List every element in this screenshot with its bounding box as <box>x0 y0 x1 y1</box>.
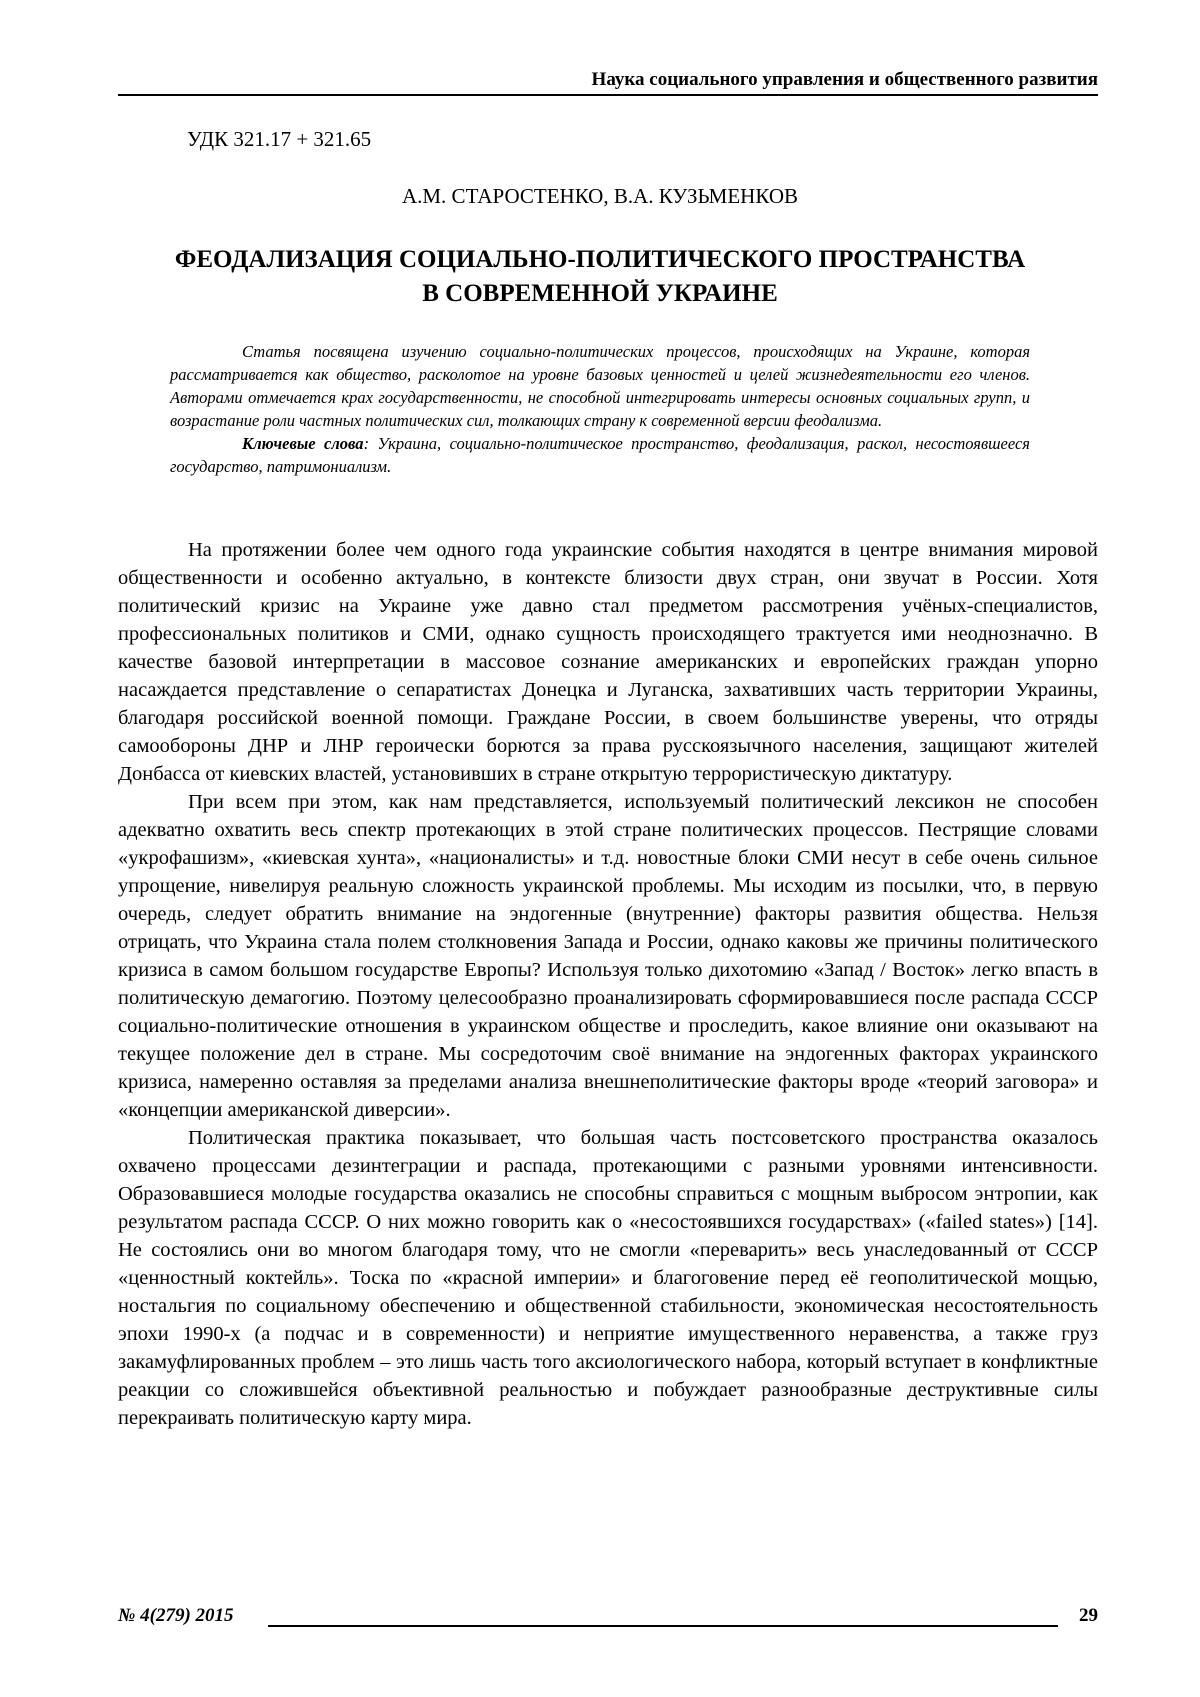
issue-number: № 4(279) 2015 <box>118 1603 234 1629</box>
article-title-line-2: В СОВРЕМЕННОЙ УКРАИНЕ <box>100 277 1100 311</box>
keywords-separator: : <box>364 434 370 453</box>
article-title <box>100 243 1100 311</box>
keywords-list: Украина, социально-политическое пространство, феодализация, раскол, несостоявшееся государство, патримониализм. <box>170 434 1030 476</box>
document-page <box>0 0 1200 1697</box>
page-number: 29 <box>1079 1603 1098 1629</box>
keywords <box>170 432 1030 478</box>
article-title-line-1: ФЕОДАЛИЗАЦИЯ СОЦИАЛЬНО-ПОЛИТИЧЕСКОГО ПРОСТРАНСТВА <box>100 243 1100 277</box>
udk-code: УДК 321.17 + 321.65 <box>187 126 371 152</box>
keywords-label: Ключевые слова <box>242 434 364 453</box>
body-paragraph: На протяжении более чем одного года украинские события находятся в центре внимания мировой общественности и особенно актуально, в контексте близости двух стран, они звучат в России. Хотя политический кризис на Украине уже давно стал предметом рассмотрения учёных-специалистов, профессиональных политиков и СМИ, однако сущность происходящего трактуется ими неоднозначно. В качестве базовой интерпретации в массовое сознание американских и европейских граждан упорно насаждается представление о сепаратистах Донецка и Луганска, захвативших часть территории Украины, благодаря российской военной помощи. Граждане России, в своем большинстве уверены, что отряды самообороны ДНР и ЛНР героически борются за права русскоязычного населения, защищают жителей Донбасса от киевских властей, установивших в стране открытую террористическую диктатуру. <box>118 536 1098 788</box>
body-paragraph: При всем при этом, как нам представляется, используемый политический лексикон не способен адекватно охватить весь спектр протекающих в этой стране политических процессов. Пестрящие словами «укрофашизм», «киевская хунта», «националисты» и т.д. новостные блоки СМИ несут в себе очень сильное упрощение, нивелируя реальную сложность украинской проблемы. Мы исходим из посылки, что, в первую очередь, следует обратить внимание на эндогенные (внутренние) факторы развития общества. Нельзя отрицать, что Украина стала полем столкновения Запада и России, однако каковы же причины политического кризиса в самом большом государстве Европы? Используя только дихотомию «Запад / Восток» легко впасть в политическую демагогию. Поэтому целесообразно проанализировать сформировавшиеся после распада СССР социально-политические отношения в украинском обществе и проследить, какое влияние они оказывают на текущее положение дел в стране. Мы сосредоточим своё внимание на эндогенных факторах украинского кризиса, намеренно оставляя за пределами анализа внешнеполитические факторы вроде «теорий заговора» и «концепции американской диверсии». <box>118 788 1098 1124</box>
abstract-text: Статья посвящена изучению социально-политических процессов, происходящих на Украине, которая рассматривается как общество, расколотое на уровне базовых ценностей и целей жизнедеятельности его членов. Авторами отмечается крах государственности, не способной интегрировать интересы основных социальных групп, и возрастание роли частных политических сил, толкающих страну к современной версии феодализма. <box>170 340 1030 432</box>
article-body <box>118 536 1098 1432</box>
page-footer <box>118 1603 1098 1631</box>
abstract <box>170 340 1030 478</box>
authors: А.М. СТАРОСТЕНКО, В.А. КУЗЬМЕНКОВ <box>0 183 1200 209</box>
body-paragraph: Политическая практика показывает, что большая часть постсоветского пространства оказалось охвачено процессами дезинтеграции и распада, протекающими с разными уровнями интенсивности. Образовавшиеся молодые государства оказались не способны справиться с мощным выбросом энтропии, как результатом распада СССР. О них можно говорить как о «несостоявшихся государствах» («failed states») [14]. Не состоялись они во многом благодаря тому, что не смогли «переварить» весь унаследованный от СССР «ценностный коктейль». Тоска по «красной империи» и благоговение перед её геополитической мощью, ностальгия по социальному обеспечению и общественной стабильности, экономическая несостоятельность эпохи 1990-х (а подчас и в современности) и неприятие имущественного неравенства, а также груз закамуфлированных проблем – это лишь часть того аксиологического набора, который вступает в конфликтные реакции со сложившейся объективной реальностью и побуждает разнообразные деструктивные силы перекраивать политическую карту мира. <box>118 1124 1098 1432</box>
footer-divider <box>268 1625 1058 1627</box>
running-header: Наука социального управления и общественного развития <box>118 68 1098 96</box>
